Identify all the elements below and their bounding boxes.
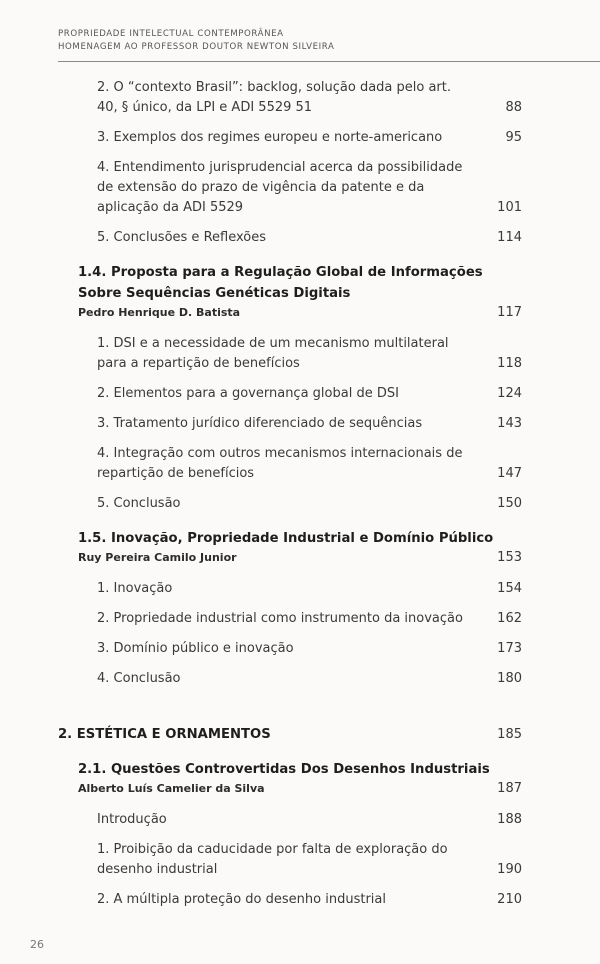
toc-entry-page: 88	[505, 100, 522, 115]
toc-entry	[0, 158, 600, 218]
toc-entry-text: 4. Conclusão	[97, 671, 181, 686]
toc-entry-page: 124	[497, 386, 522, 401]
toc-entry-page: 190	[497, 862, 522, 877]
toc-entry	[0, 78, 600, 118]
toc-entry-page: 150	[497, 496, 522, 511]
toc-entry-page: 210	[497, 892, 522, 907]
section-author-row	[0, 549, 600, 567]
toc-entry-page: 162	[497, 611, 522, 626]
toc-entry-text: 1. Proibição da caducidade por falta de exploração do desenho industrial	[97, 842, 448, 877]
toc-entry	[0, 609, 600, 629]
toc-entry-page: 188	[497, 812, 522, 827]
toc-entry-page: 154	[497, 581, 522, 596]
running-header-line1: PROPRIEDADE INTELECTUAL CONTEMPORÂNEA	[58, 29, 284, 39]
toc-entry	[0, 334, 600, 374]
toc-entry-page: 147	[497, 466, 522, 481]
section-title: 2.1. Questões Controvertidas Dos Desenhos Industriais	[78, 762, 490, 777]
toc-entry	[0, 444, 600, 484]
toc-entry-page: 173	[497, 641, 522, 656]
toc-entry	[0, 840, 600, 880]
toc-entry-page: 185	[497, 727, 522, 742]
toc-entry	[0, 384, 600, 404]
toc-entry	[0, 669, 600, 689]
toc-entry-text: 2. Propriedade industrial como instrumento da inovação	[97, 611, 463, 626]
toc-entry	[0, 810, 600, 830]
toc-entry-text: 3. Exemplos dos regimes europeu e norte-americano	[97, 130, 443, 145]
toc-entry-page: 95	[505, 130, 522, 145]
toc-entry	[0, 579, 600, 599]
toc-entry	[0, 228, 600, 248]
section-title: 1.5. Inovação, Propriedade Industrial e Domínio Público	[78, 531, 494, 546]
section-author: Ruy Pereira Camilo Junior	[78, 551, 237, 564]
section-author: Alberto Luís Camelier da Silva	[78, 782, 265, 795]
toc-entry-text: 5. Conclusão	[97, 496, 181, 511]
toc-entry-text: 4. Entendimento jurisprudencial acerca da possibilidade de extensão do prazo de vigência da patente e da aplicação da ADI 5529	[97, 160, 463, 215]
toc-entry-page: 153	[497, 550, 522, 565]
toc-entry-page: 101	[497, 200, 522, 215]
section-author-row	[0, 780, 600, 798]
section-author-row	[0, 304, 600, 322]
toc-entry-text: 1. Inovação	[97, 581, 173, 596]
toc-entry-page: 187	[497, 781, 522, 796]
toc-entry-text: 2. O “contexto Brasil”: backlog, solução dada pelo art. 40, § único, da LPI e ADI 5529 51	[97, 80, 452, 115]
toc-entry	[0, 890, 600, 910]
toc-entry-text: 4. Integração com outros mecanismos internacionais de repartição de benefícios	[97, 446, 463, 481]
toc-entry-page: 117	[497, 305, 522, 320]
toc-entry-text: 5. Conclusões e Reflexões	[97, 230, 266, 245]
toc-entry-text: 1. DSI e a necessidade de um mecanismo multilateral para a repartição de benefícios	[97, 336, 449, 371]
running-header-line2: HOMENAGEM AO PROFESSOR DOUTOR NEWTON SILVEIRA	[58, 42, 335, 52]
toc-entry	[0, 128, 600, 148]
toc-entry-page: 118	[497, 356, 522, 371]
toc-entry-text: 3. Tratamento jurídico diferenciado de sequências	[97, 416, 423, 431]
toc-entry-page: 143	[497, 416, 522, 431]
toc-entry	[0, 414, 600, 434]
page-number: 26	[30, 938, 44, 951]
chapter-title: 2. ESTÉTICA E ORNAMENTOS	[58, 727, 271, 742]
running-header	[58, 28, 578, 54]
table-of-contents	[0, 78, 600, 920]
section-title: 1.4. Proposta para a Regulação Global de Informações Sobre Sequências Genéticas Digitais	[78, 265, 483, 301]
toc-entry	[0, 494, 600, 514]
toc-entry-text: 2. A múltipla proteção do desenho industrial	[97, 892, 386, 907]
toc-entry-text: Introdução	[97, 812, 167, 827]
toc-entry-text: 3. Domínio público e inovação	[97, 641, 294, 656]
section-author: Pedro Henrique D. Batista	[78, 306, 241, 319]
header-divider	[58, 61, 600, 62]
chapter-title-row	[0, 725, 600, 745]
toc-entry-page: 114	[497, 230, 522, 245]
toc-entry	[0, 639, 600, 659]
toc-entry-page: 180	[497, 671, 522, 686]
toc-entry-text: 2. Elementos para a governança global de DSI	[97, 386, 399, 401]
